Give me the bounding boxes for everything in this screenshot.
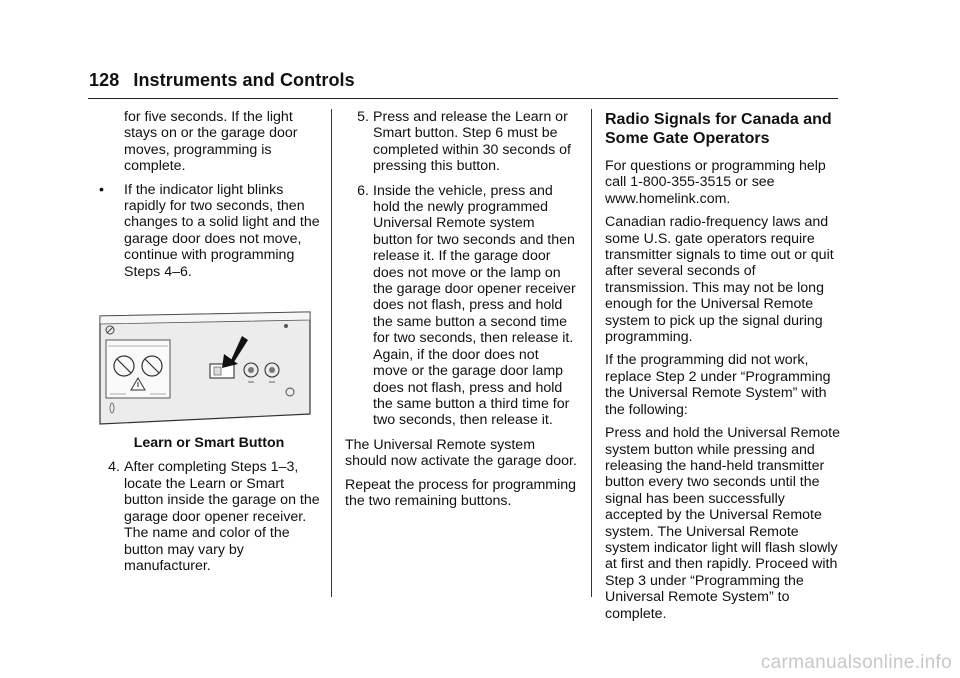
watermark: carmanualsonline.info [760, 652, 952, 673]
column-divider-2 [591, 109, 592, 597]
paragraph: If the programming did not work, replace Step 2 under “Programming the Universal Remote System” with the following: [605, 352, 831, 418]
garage-opener-illustration [96, 308, 326, 425]
header-rule [88, 98, 838, 99]
step-text: After completing Steps 1–3, locate the Learn or Smart button inside the garage on the garage door opener receiver. The name and color of the button may vary by manufacturer. [124, 459, 320, 574]
bullet-marker: • [99, 181, 104, 198]
paragraph: Canadian radio-frequency laws and some U.S. gate operators require transmitter signals to time out or quit after several seconds of transmission. This may not be long enough for the Universal Remote system to pick up the signal during programming. [605, 214, 834, 346]
column-1 [96, 109, 322, 582]
column-divider-1 [331, 109, 332, 597]
paragraph: The Universal Remote system should now activate the garage door. [345, 436, 577, 470]
step-number: 6. [357, 182, 369, 199]
step-6 [345, 183, 577, 429]
step-number: 5. [357, 109, 369, 125]
column-3 [605, 110, 841, 629]
learn-button-figure [96, 308, 326, 425]
continuation-text: for five seconds. If the light stays on or the garage door moves, programming is complete. [124, 109, 298, 175]
column-2 [345, 109, 577, 516]
step-number: 4. [108, 459, 120, 476]
step-5 [345, 109, 577, 175]
section-title: Instruments and Controls [133, 70, 355, 90]
figure-caption: Learn or Smart Button [133, 435, 285, 452]
paragraph: Repeat the process for programming the two remaining buttons. [345, 476, 577, 509]
page-header [89, 70, 355, 91]
step-text: Inside the vehicle, press and hold the newly programmed Universal Remote system button for two seconds and then release it. If the garage door does not move or the lamp on the garage door opener receiver does not flash, press and hold the same button a second time for two seconds, then release it. Again, if the door does not move or the garage door lamp does not flash, press and hold the same button a third time for two seconds, then release it. [373, 182, 576, 429]
bullet-item [96, 182, 322, 280]
paragraph: Press and hold the Universal Remote system button while pressing and releasing the hand-held transmitter button every two seconds until the signal has been successfully accepted by the Universal Remote system. The Universal Remote system indicator light will flash slowly at first and then rapidly. Proceed with Step 3 under “Programming the Universal Remote System” to complete. [605, 425, 841, 622]
paragraph: For questions or programming help call 1-800-355-3515 or see www.homelink.com. [605, 158, 826, 207]
bullet-text: If the indicator light blinks rapidly for two seconds, then changes to a solid light and the garage door does not move, continue with programming Steps 4–6. [124, 181, 320, 280]
page-number: 128 [89, 70, 120, 90]
step-text: Press and release the Learn or Smart button. Step 6 must be completed within 30 seconds of pressing this button. [373, 109, 571, 175]
step-4 [96, 459, 322, 574]
section-heading: Radio Signals for Canada and Some Gate Operators [605, 111, 832, 147]
